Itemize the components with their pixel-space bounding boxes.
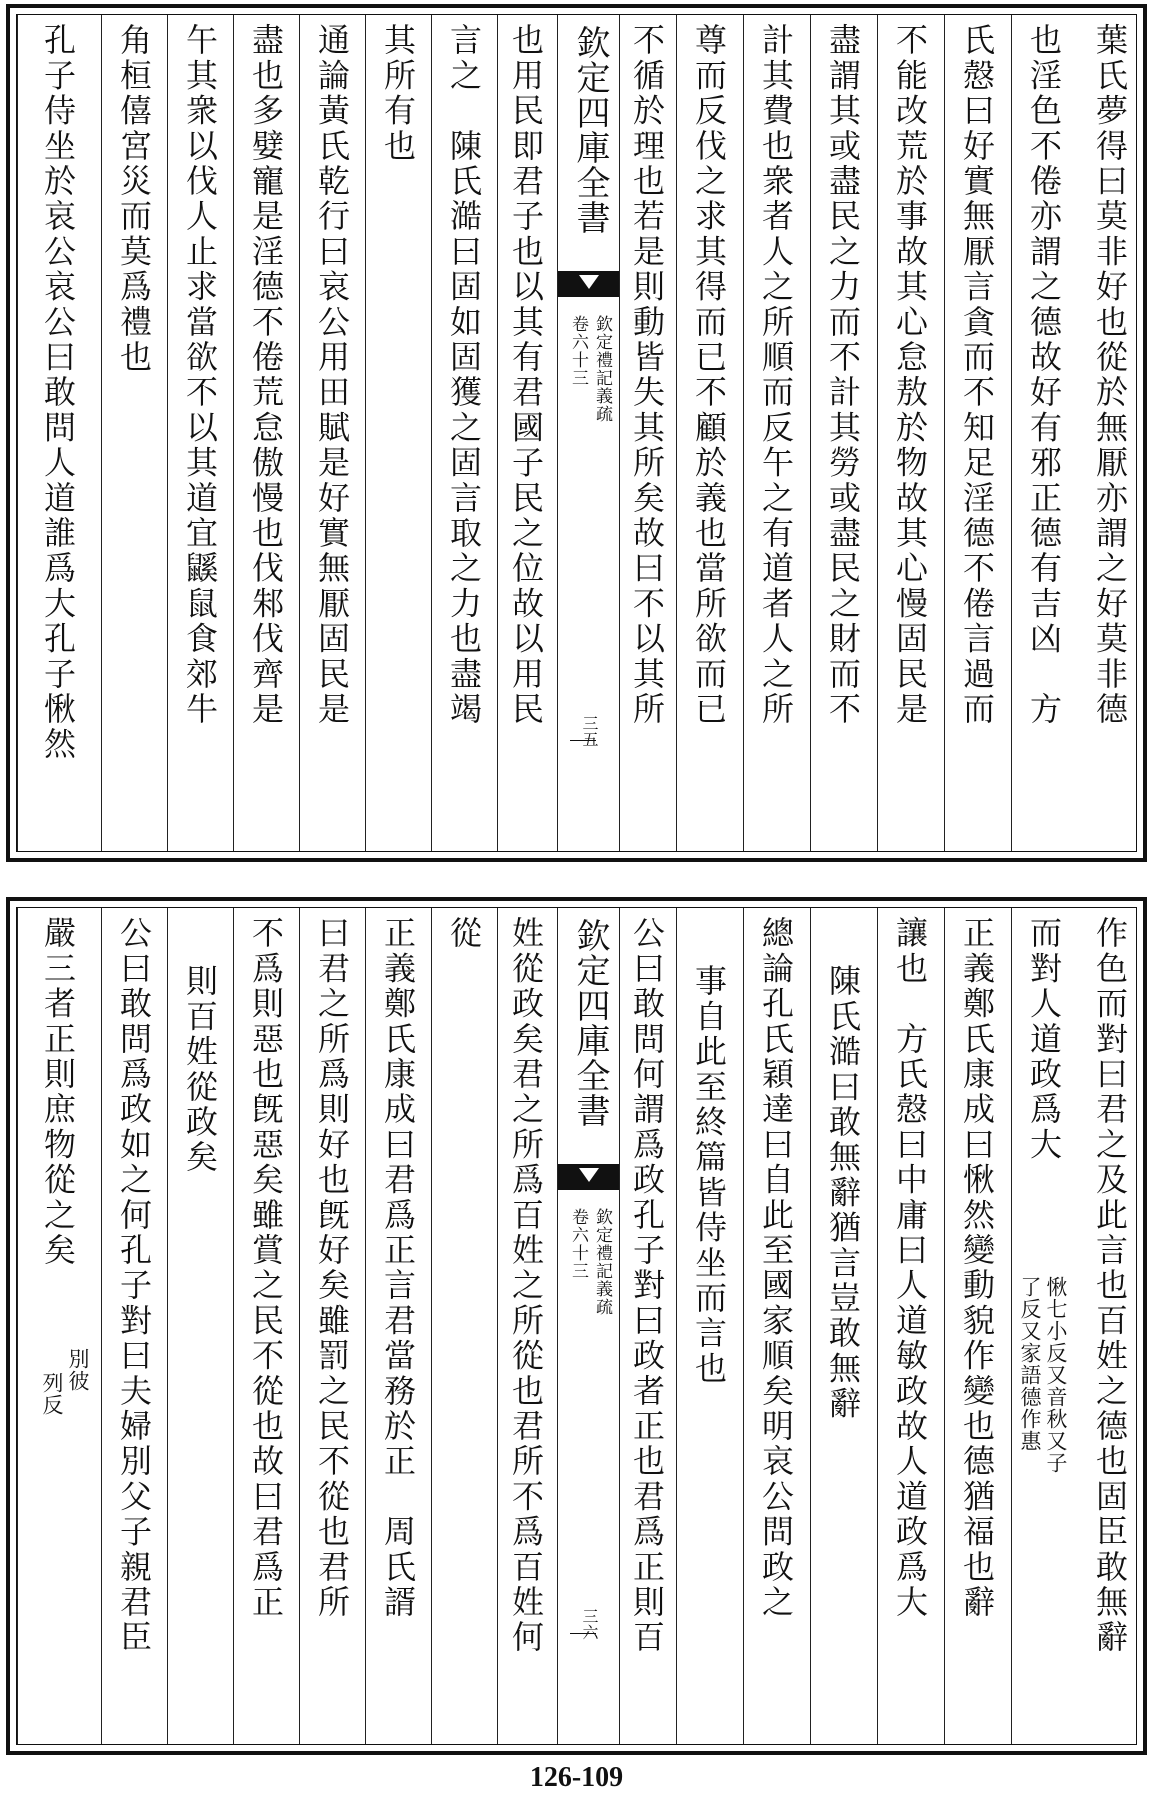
text-column	[431, 908, 497, 1744]
text-column	[676, 15, 743, 851]
spine-book-title: 欽定禮記義疏	[592, 1208, 612, 1316]
text-column	[17, 908, 101, 1744]
text-column	[676, 908, 743, 1744]
pronunciation-note: 愀七小反又音秋又子	[1044, 1276, 1068, 1474]
top-page-inner-border	[16, 14, 1137, 852]
text-column	[810, 908, 877, 1744]
text-column	[944, 15, 1011, 851]
page-number: 三六	[580, 1608, 599, 1640]
text-column	[17, 15, 101, 851]
column-text: 不循於理也若是則動皆失其所矣故曰不以其所	[628, 23, 666, 727]
spine-volume: 卷六十三	[568, 1208, 588, 1280]
text-column	[877, 908, 944, 1744]
text-column	[1078, 15, 1146, 851]
fishtail-ornament	[558, 271, 619, 297]
text-column	[299, 908, 365, 1744]
column-text: 午其衆以伐人止求當欲不以其道宜鼷鼠食郊牛	[181, 23, 219, 727]
text-column	[101, 908, 167, 1744]
page-number: 三五	[580, 715, 599, 747]
fishtail-ornament	[558, 1164, 619, 1190]
page-number-rule	[570, 1633, 596, 1634]
column-text: 讓也 方氏慤曰中庸曰人道敏政故人道政爲大	[891, 916, 929, 1620]
column-text: 總論孔氏穎達曰自此至國家順矣明哀公問政之	[757, 916, 795, 1620]
text-column	[431, 15, 497, 851]
page-number-rule	[570, 740, 596, 741]
column-text: 葉氏夢得曰莫非好也從於無厭亦謂之好莫非德	[1091, 23, 1129, 727]
text-column	[743, 908, 810, 1744]
column-text: 從	[445, 916, 483, 952]
text-column	[810, 15, 877, 851]
spine-title: 欽定四庫全書	[570, 918, 610, 1128]
column-text: 不能改荒於事故其心怠敖於物故其心慢固民是	[891, 23, 929, 727]
column-text: 正義鄭氏康成曰愀然變動貌作變也德猶福也辭	[958, 916, 996, 1620]
page-code: 126-109	[529, 1762, 624, 1793]
column-text: 曰君之所爲則好也旣好矣雖罰之民不從也君所	[313, 916, 351, 1620]
column-text: 尊而反伐之求其得而已不顧於義也當所欲而已	[690, 23, 728, 727]
text-column	[1011, 908, 1078, 1744]
column-text: 盡也多嬖寵是淫德不倦荒怠傲慢也伐邾伐齊是	[247, 23, 285, 727]
spine-book-title: 欽定禮記義疏	[592, 315, 612, 423]
column-text: 其所有也	[379, 23, 417, 164]
spine-title: 欽定四庫全書	[570, 25, 610, 235]
column-text: 不爲則惡也旣惡矣雖賞之民不從也故曰君爲正	[247, 916, 285, 1620]
pronunciation-note: 了反又家語德作惠	[1018, 1276, 1042, 1452]
text-column	[233, 908, 299, 1744]
column-text: 氏慤曰好實無厭言貪而不知足淫德不倦言過而	[958, 23, 996, 727]
bottom-page-inner-border	[16, 907, 1137, 1745]
column-text: 言之 陳氏澔曰固如固獲之固言取之力也盡竭	[445, 23, 483, 727]
column-text: 而對人道政爲大	[1025, 916, 1063, 1163]
column-text: 通論黃氏乾行曰哀公用田賦是好實無厭固民是	[313, 23, 351, 727]
text-column	[1011, 15, 1078, 851]
column-text: 也用民即君子也以其有君國子民之位故以用民	[507, 23, 545, 727]
text-column	[233, 15, 299, 851]
text-column	[944, 908, 1011, 1744]
column-text: 嚴三者正則庶物從之矣	[39, 916, 77, 1268]
column-text: 角桓僖宮災而莫爲禮也	[115, 23, 153, 375]
text-column	[365, 15, 431, 851]
text-column	[619, 15, 676, 851]
column-text: 陳氏澔曰敢無辭猶言豈敢無辭	[824, 964, 862, 1422]
column-text: 公曰敢問爲政如之何孔子對曰夫婦別父子親君臣	[115, 916, 153, 1656]
text-column	[365, 908, 431, 1744]
column-text: 則百姓從政矣	[181, 964, 219, 1176]
text-column	[743, 15, 810, 851]
column-text: 盡謂其或盡民之力而不計其勞或盡民之財而不	[824, 23, 862, 727]
spine-column	[557, 15, 619, 851]
text-column	[497, 15, 557, 851]
column-text: 計其費也衆者人之所順而反午之有道者人之所	[757, 23, 795, 727]
top-page-frame	[6, 4, 1147, 862]
column-text: 姓從政矣君之所爲百姓之所從也君所不爲百姓何	[507, 916, 545, 1656]
column-text: 事自此至終篇皆侍坐而言也	[690, 964, 728, 1387]
text-column	[877, 15, 944, 851]
column-text: 孔子侍坐於哀公哀公曰敢問人道誰爲大孔子愀然	[39, 23, 77, 763]
pronunciation-note: 列反	[40, 1372, 64, 1416]
text-column	[497, 908, 557, 1744]
text-column	[101, 15, 167, 851]
spine-column	[557, 908, 619, 1744]
text-column	[619, 908, 676, 1744]
column-text: 也淫色不倦亦謂之德故好有邪正德有吉凶 方	[1025, 23, 1063, 727]
pronunciation-note: 別彼	[66, 1348, 90, 1392]
column-text: 正義鄭氏康成曰君爲正言君當務於正 周氏諝	[379, 916, 417, 1620]
text-column	[1078, 908, 1146, 1744]
text-column	[299, 15, 365, 851]
column-text: 作色而對曰君之及此言也百姓之德也固臣敢無辭	[1091, 916, 1129, 1656]
text-column	[167, 908, 233, 1744]
column-text: 公曰敢問何謂爲政孔子對曰政者正也君爲正則百	[628, 916, 666, 1656]
bottom-page-frame	[6, 897, 1147, 1755]
text-column	[167, 15, 233, 851]
spine-volume: 卷六十三	[568, 315, 588, 387]
